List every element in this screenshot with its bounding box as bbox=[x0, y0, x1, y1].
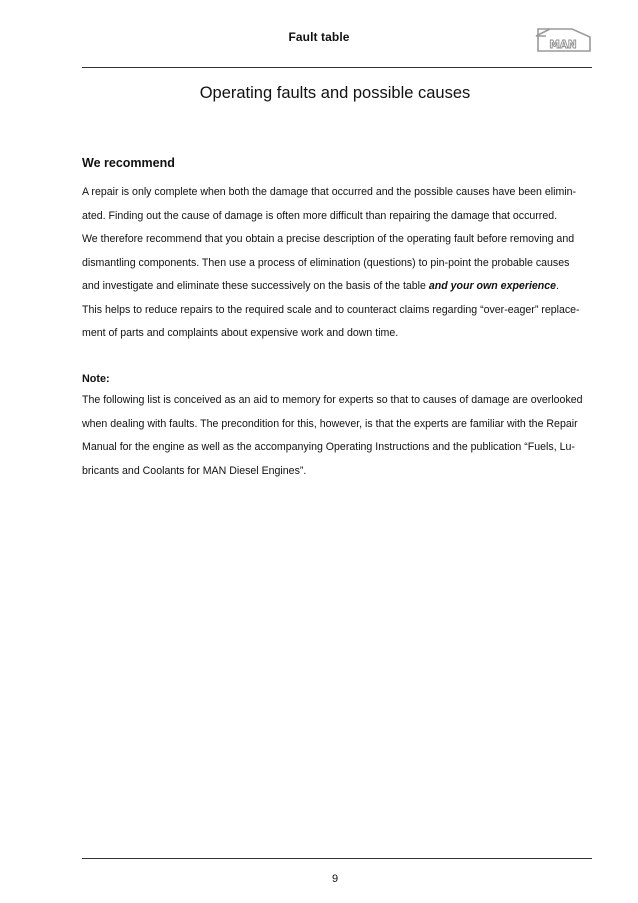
recommend-line-text: and investigate and eliminate these successively on the basis of the table bbox=[82, 280, 429, 292]
footer-divider bbox=[82, 858, 592, 859]
logo-text: MAN bbox=[549, 39, 577, 51]
recommend-line: This helps to reduce repairs to the required scale and to counteract claims regarding “over-eager” replace- bbox=[82, 303, 580, 316]
man-logo bbox=[532, 27, 594, 53]
recommend-heading: We recommend bbox=[82, 156, 175, 170]
note-line: when dealing with faults. The precondition for this, however, is that the experts are familiar with the Repair bbox=[82, 417, 578, 430]
header-title: Fault table bbox=[288, 30, 350, 44]
recommend-line: ment of parts and complaints about expensive work and down time. bbox=[82, 327, 399, 339]
recommend-line: ated. Finding out the cause of damage is often more difficult than repairing the damage that occurred. bbox=[82, 209, 558, 222]
recommend-line: dismantling components. Then use a process of elimination (questions) to pin-point the probable causes bbox=[82, 256, 570, 269]
recommend-section bbox=[82, 156, 602, 346]
note-heading: Note: bbox=[82, 373, 110, 385]
note-body bbox=[82, 389, 602, 483]
header-divider bbox=[82, 67, 592, 68]
note-line: Manual for the engine as well as the accompanying Operating Instructions and the publication “Fuels, Lu- bbox=[82, 441, 575, 453]
note-line: bricants and Coolants for MAN Diesel Engines”. bbox=[82, 464, 307, 477]
page-number: 9 bbox=[331, 873, 339, 885]
note-line: The following list is conceived as an aid to memory for experts so that to causes of damage are overlooked bbox=[82, 394, 583, 406]
recommend-line bbox=[82, 275, 602, 299]
recommend-line: We therefore recommend that you obtain a precise description of the operating fault before removing and bbox=[82, 233, 575, 245]
recommend-line: A repair is only complete when both the damage that occurred and the possible causes have been elimin- bbox=[82, 186, 577, 198]
page-heading: Operating faults and possible causes bbox=[199, 84, 471, 102]
emphasis-own-experience: and your own experience bbox=[428, 280, 557, 292]
note-section bbox=[82, 373, 602, 483]
recommend-body bbox=[82, 181, 602, 346]
recommend-line-period: . bbox=[556, 280, 559, 292]
